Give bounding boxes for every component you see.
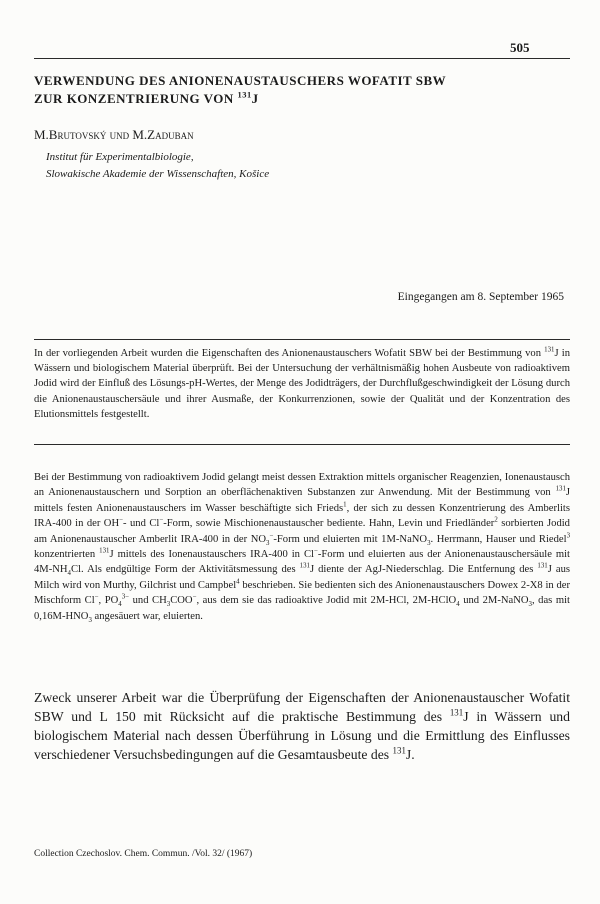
ref-mark: 1 [343,501,347,509]
received-date: Eingegangen am 8. September 1965 [397,291,564,303]
aim-text: J in Wässern und biologischem Material nach dessen Überführung in Lösung und die Ermittlung des Einflusses verschiedener Versuchsbedingungen auf die Gesamtausbeute des [34,709,570,762]
intro-sup: 131 [555,485,566,493]
ref-mark: 4 [236,578,240,586]
intro-sup: 131 [299,562,310,570]
page-number: 505 [510,40,530,55]
abstract-text: J in Wässern und biologischem Material überprüft. Bei der Untersuchung der verhältnismäßig hohen Ausbeute von radioaktivem Jodid wird der Einfluß des Lösungs-pH-Wertes, der Menge des Jodidträgers, der Durchflußgeschwindigkeit der Lösung durch die Anionenaustauschersäule und ihrer Ausmaße, der Konkurrenzionen, sowie der Qualität und der Konzentration des Elutionsmittels festgestellt. [34,348,570,420]
intro-text: -Form und eluierten mit 1M-NaNO [273,533,428,545]
article-title [34,72,570,108]
title-line-1: VERWENDUNG DES ANIONENAUSTAUSCHERS WOFATIT SBW [34,73,447,88]
intro-text: , das mit 0,16M-HNO [34,595,570,622]
affiliation-line-2: Slowakische Akademie der Wissenschaften, Košice [46,168,270,180]
intro-text: , PO [98,595,119,607]
intro-sub: 3 [166,601,171,609]
intro-sub: 4 [456,601,460,609]
title-line-2 [34,90,570,108]
ref-mark: 3 [566,532,570,540]
abstract-rule-bottom [34,444,570,445]
affiliation [46,149,269,183]
intro-text: konzentrierten [34,549,100,561]
intro-text: -Form, sowie Mischionenaustauscher bediente. Hahn, Levin und Friedländer [163,518,495,530]
aim-sup: 131 [449,707,464,718]
affiliation-line-1: Institut für Experimentalbiologie, [46,151,194,163]
title-isotope-symbol: J [251,91,259,106]
intro-text: , aus dem sie das radioaktive Jodid mit 2M-HCl, 2M-HClO [196,595,457,607]
intro-text: und 2M-NaNO [459,595,529,607]
intro-text: angesäuert war, eluierten. [91,610,203,622]
intro-text: J diente der AgJ-Niederschlag. Die Entfernung des [309,564,538,576]
footer-citation: Collection Czechoslov. Chem. Commun. /Vol. 32/ (1967) [34,849,253,859]
intro-sub: 3 [88,616,92,624]
abstract [34,346,570,422]
intro-text: sorbierten Jodid am Anionenaustauscher Amberlit IRA-400 in der NO [34,518,570,545]
title-isotope-mass: 131 [237,89,252,100]
aim-text: Zweck unserer Arbeit war die Überprüfung der Eigenschaften der Anionenaustauscher Wofatit SBW und L 150 mit Rücksicht auf die praktische Bestimmung des [34,690,570,724]
abstract-sup: 131 [544,346,555,354]
intro-sub: 4 [118,601,122,609]
intro-text: J aus Milch wird von Murthy, Gilchrist und Campbel [34,564,570,591]
abstract-text: In der vorliegenden Arbeit wurden die Eigenschaften des Anionenaustauschers Wofatit SBW bei der Bestimmung von [34,348,545,359]
intro-sup: − [119,516,123,524]
intro-sup: − [159,516,164,524]
intro-sup: 131 [537,562,548,570]
aim-sup: 131 [392,745,406,756]
abstract-rule-top [34,339,570,340]
intro-text: COO [170,595,193,607]
aim-paragraph [34,688,570,764]
intro-text: , der sich zu dessen Konzentrierung des Amberlits IRA-400 in der OH [34,502,570,530]
intro-text: . Herrmann, Hauser und Riedel [430,533,567,545]
intro-sub: 3 [266,539,270,547]
intro-text: J mittels des Ionenaustauschers IRA-400 in Cl [109,549,314,561]
intro-sub: 4 [67,570,71,578]
intro-sup: − [192,593,197,601]
header-rule [34,58,570,59]
intro-sup: − [94,593,99,601]
ref-mark: 2 [494,516,498,524]
intro-sub: 3 [427,539,431,547]
intro-text: Bei der Bestimmung von radioaktivem Jodid gelangt meist dessen Extraktion mittels organischer Reagenzien, Ionenaustausch an Anionenaustauschern und Sorption an oberflächenaktiven Substanzen zur Anwendung. Mit der Bestimmung von [34,472,570,499]
intro-sup: 131 [99,547,110,555]
intro-text: J mittels festen Anionenaustauschers im Wasser beschäftigte sich Frieds [34,487,570,514]
intro-sup: 3− [121,593,130,601]
intro-sup: − [269,532,274,540]
intro-paragraph [34,470,570,624]
intro-text: Cl. Als endgültige Form der Aktivitätsmessung des [70,564,300,576]
intro-text: beschrieben. Sie bedienten sich des Anionenaustauschers Dowex 2-X8 in der Mischform Cl [34,579,570,607]
authors: M.Brutovský und M.Zaduban [34,127,194,142]
intro-text: -Form und eluierten aus der Anionenaustauschersäule mit 4M-NH [34,549,570,576]
intro-text: - und Cl [123,518,160,530]
title-line-2-text: ZUR KONZENTRIERUNG VON [34,91,234,106]
aim-text: J. [405,747,415,762]
intro-text: und CH [129,595,167,607]
intro-sub: 3 [528,601,532,609]
intro-sup: − [313,547,318,555]
